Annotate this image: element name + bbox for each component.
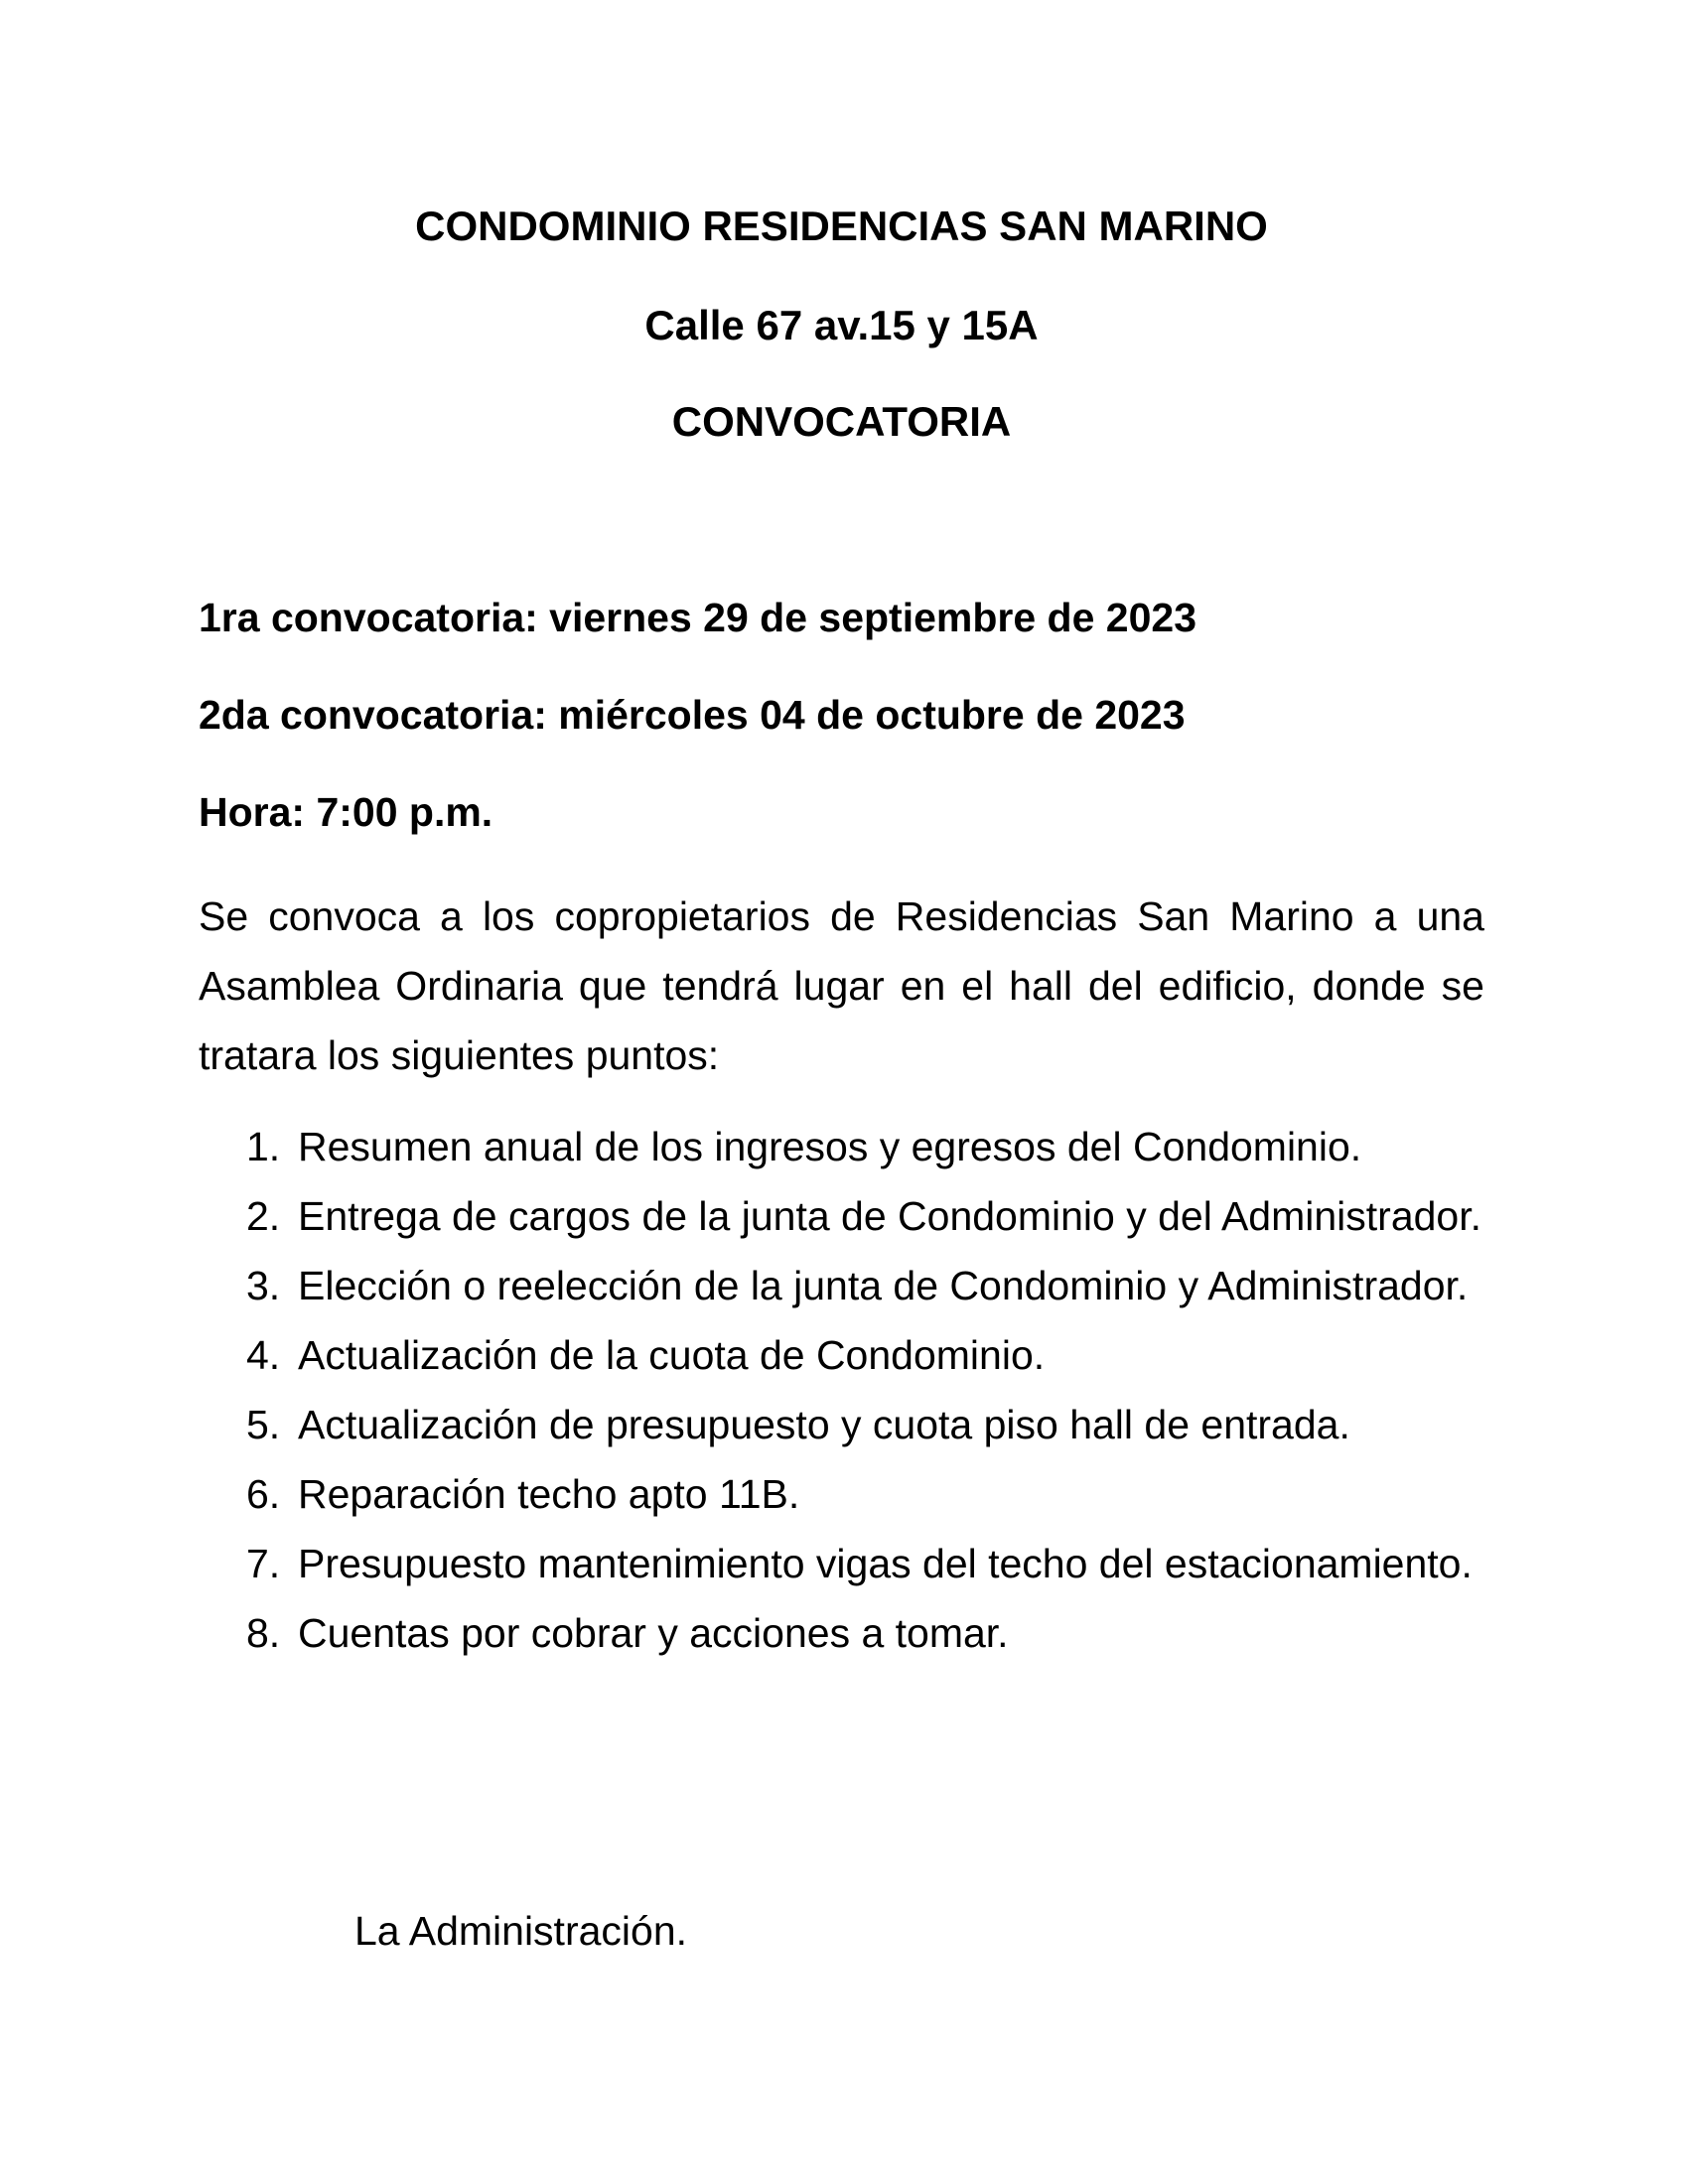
agenda-item-text: Actualización de la cuota de Condominio. bbox=[298, 1332, 1046, 1378]
agenda-item bbox=[199, 1598, 1484, 1668]
agenda-item-number: 8. bbox=[246, 1610, 281, 1656]
agenda-item bbox=[199, 1112, 1484, 1181]
condominium-name: CONDOMINIO RESIDENCIAS SAN MARINO bbox=[415, 203, 1268, 249]
agenda-item-number: 6. bbox=[246, 1471, 281, 1517]
agenda-item-number: 4. bbox=[246, 1332, 281, 1378]
agenda-item-text: Entrega de cargos de la junta de Condominio y del Administrador. bbox=[298, 1193, 1482, 1239]
agenda-item-text: Resumen anual de los ingresos y egresos del Condominio. bbox=[298, 1124, 1362, 1169]
agenda-item bbox=[199, 1529, 1484, 1598]
agenda-item-text: Cuentas por cobrar y acciones a tomar. bbox=[298, 1610, 1009, 1656]
agenda-item-number: 3. bbox=[246, 1263, 281, 1308]
condominium-address: Calle 67 av.15 y 15A bbox=[644, 302, 1039, 348]
agenda-item bbox=[199, 1320, 1484, 1390]
intro-paragraph: Se convoca a los copropietarios de Residencias San Marino a una Asamblea Ordinaria que tendrá lugar en el hall del edificio, donde se tratara los siguientes puntos: bbox=[199, 893, 1484, 1078]
first-call-date: 1ra convocatoria: viernes 29 de septiembre de 2023 bbox=[199, 595, 1197, 640]
agenda-item bbox=[199, 1251, 1484, 1320]
agenda-item bbox=[199, 1390, 1484, 1459]
agenda-list bbox=[199, 1112, 1484, 1668]
agenda-item bbox=[199, 1459, 1484, 1529]
signature: La Administración. bbox=[354, 1908, 688, 1954]
agenda-item bbox=[199, 1181, 1484, 1251]
agenda-item-number: 2. bbox=[246, 1193, 281, 1239]
meeting-time: Hora: 7:00 p.m. bbox=[199, 789, 493, 835]
agenda-item-text: Presupuesto mantenimiento vigas del techo del estacionamiento. bbox=[298, 1541, 1473, 1586]
second-call-date: 2da convocatoria: miércoles 04 de octubre de 2023 bbox=[199, 692, 1186, 738]
document-title: CONVOCATORIA bbox=[671, 398, 1012, 445]
agenda-item-number: 5. bbox=[246, 1402, 281, 1447]
agenda-item-text: Reparación techo apto 11B. bbox=[298, 1471, 800, 1517]
agenda-item-number: 7. bbox=[246, 1541, 281, 1586]
agenda-item-text: Actualización de presupuesto y cuota piso hall de entrada. bbox=[298, 1402, 1350, 1447]
agenda-item-number: 1. bbox=[246, 1124, 281, 1169]
agenda-item-text: Elección o reelección de la junta de Condominio y Administrador. bbox=[298, 1263, 1469, 1308]
document-page bbox=[199, 0, 1484, 2184]
